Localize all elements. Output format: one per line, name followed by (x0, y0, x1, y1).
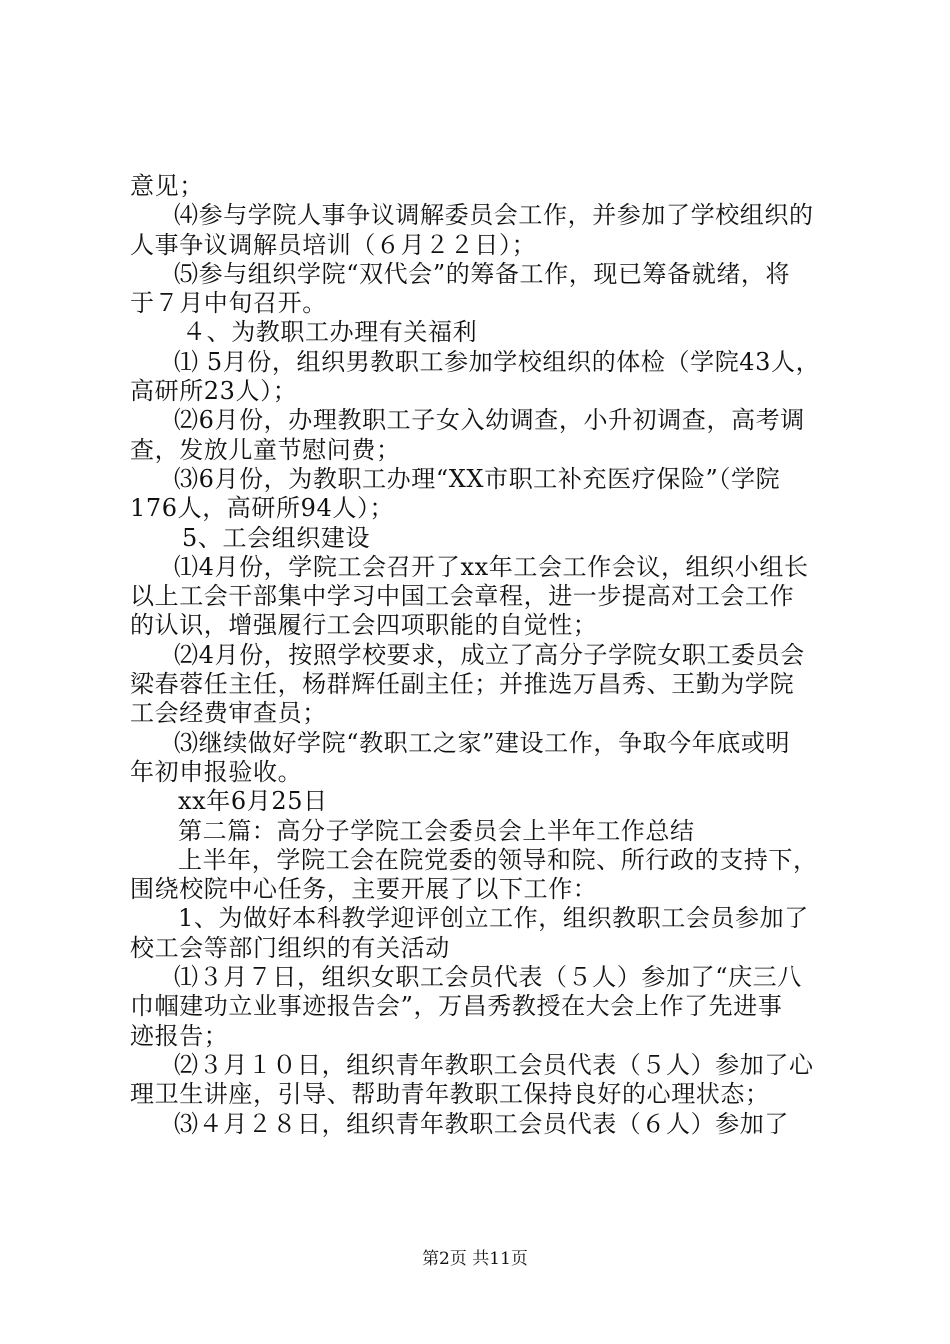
text-line: ⑷参与学院人事争议调解委员会工作，并参加了学校组织的 (174, 201, 814, 230)
text-line: 意见； (130, 172, 204, 200)
text-line: 迹报告； (130, 1021, 229, 1050)
text-line: 5、工会组织建设 (182, 523, 371, 552)
text-line: ⑶继续做好学院“教职工之家”建设工作，争取今年底或明 (174, 728, 791, 757)
text-line: 的认识，增强履行工会四项职能的自觉性； (130, 611, 598, 640)
text-line: 梁春蓉任主任，杨群辉任副主任；并推选万昌秀、王勤为学院 (130, 670, 795, 699)
document-body (130, 172, 835, 1139)
text-line: ４、为教职工办理有关福利 (182, 318, 478, 347)
text-line: 于７月中旬召开。 (130, 289, 327, 318)
text-line: 第二篇：高分子学院工会委员会上半年工作总结 (178, 816, 695, 845)
text-line: ⑶6月份，为教职工办理“XX市职工补充医疗保险”（学院 (174, 464, 781, 493)
text-line: 1、为做好本科教学迎评创立工作，组织教职工会员参加了 (178, 904, 809, 933)
text-line: 176人，高研所94人）； (130, 494, 395, 523)
text-line: ⑴ 5月份，组织男教职工参加学校组织的体检（学院43人， (174, 347, 821, 376)
text-line: 校工会等部门组织的有关活动 (130, 933, 450, 962)
text-line: ⑴4月份，学院工会召开了xx年工会工作会议，组织小组长 (174, 552, 809, 581)
text-line: 工会经费审查员； (130, 699, 327, 728)
text-line: 以上工会干部集中学习中国工会章程，进一步提高对工会工作 (130, 582, 795, 611)
text-line: 围绕校院中心任务，主要开展了以下工作： (130, 875, 598, 904)
text-line: 高研所23人）； (130, 377, 298, 406)
text-line: 巾帼建功立业事迹报告会”，万昌秀教授在大会上作了先进事 (130, 992, 783, 1021)
text-line: ⑴３月７日，组织女职工会员代表（５人）参加了“庆三八 (174, 963, 802, 992)
text-line: ⑵4月份，按照学校要求，成立了高分子学院女职工委员会 (174, 640, 805, 669)
text-line: 查，发放儿童节慰问费； (130, 435, 401, 464)
text-line: 理卫生讲座，引导、帮助青年教职工保持良好的心理状态； (130, 1080, 770, 1109)
text-line: 上半年，学院工会在院党委的领导和院、所行政的支持下， (178, 845, 818, 874)
text-line: xx年6月25日 (178, 787, 328, 816)
text-line: 人事争议调解员培训（６月２２日）； (130, 230, 537, 259)
text-line: 年初申报验收。 (130, 757, 303, 786)
text-line: ⑵３月１０日，组织青年教职工会员代表（５人）参加了心 (174, 1050, 814, 1079)
text-line: ⑶４月２８日，组织青年教职工会员代表（６人）参加了 (174, 1109, 789, 1138)
text-line: ⑵6月份，办理教职工子女入幼调查，小升初调查，高考调 (174, 406, 805, 435)
page-footer: 第2页 共11页 (422, 1249, 528, 1269)
text-line: ⑸参与组织学院“双代会”的筹备工作，现已筹备就绪，将 (174, 259, 791, 288)
